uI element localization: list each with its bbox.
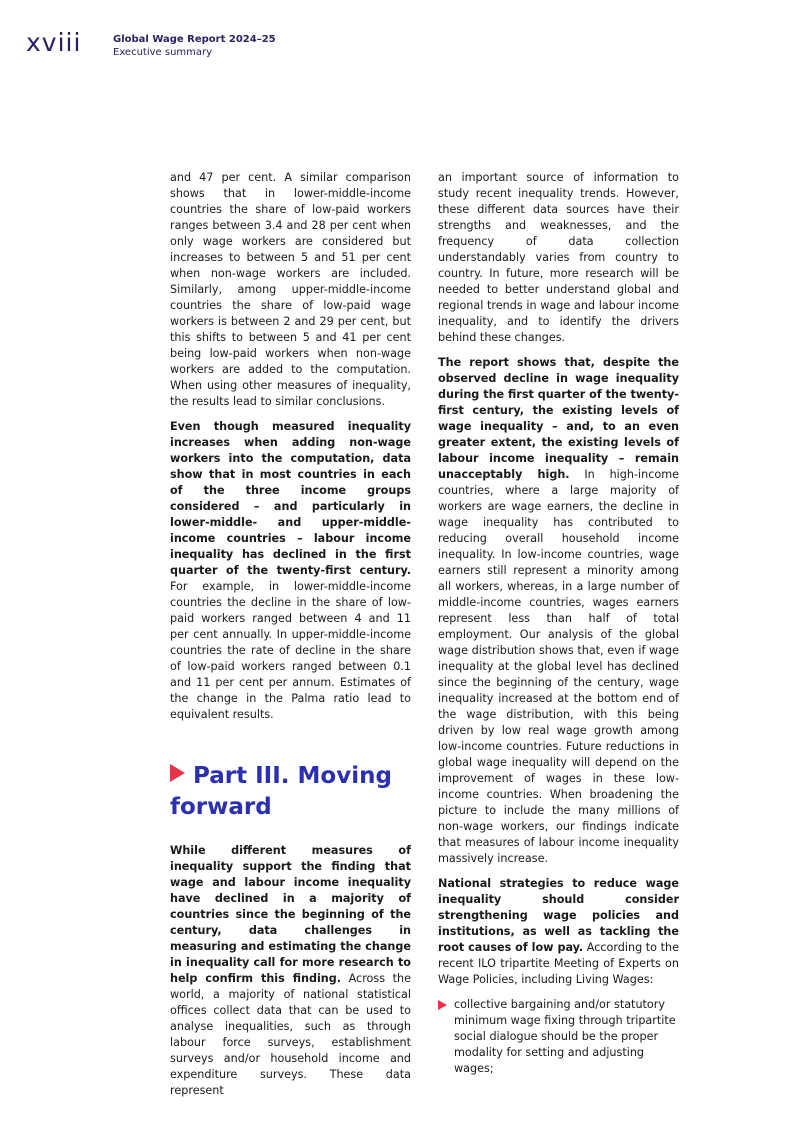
bold-lead: While different measures of inequality support the finding that wage and labour income inequality have declined in a majority of countries since the beginning of the century, data challenges in measuring and estimating the change in inequality call for more research to help confirm this finding. [170,844,411,985]
report-title: Global Wage Report 2024–25 [113,34,276,45]
section-name: Executive summary [113,47,213,58]
paragraph: an important source of information to study recent inequality trends. However, these different data sources have their strengths and weaknesses, and the frequency of data collection understandably varies from country to country. In future, more research will be needed to better understand global and regional trends in wage and labour income inequality, and to identify the drivers behind these changes. [438,171,679,344]
play-arrow-icon [170,764,185,782]
running-header [113,33,276,59]
paragraph: National strategies to reduce wage inequality should consider strengthening wage policies and institutions, as well as tackling the root causes of low pay. According to the recent ILO tripartite Meeting of Experts on Wage Policies, including Living Wages: [438,877,679,986]
bold-lead: The report shows that, despite the observed decline in wage inequality during the first quarter of the twenty-first century, the existing levels of wage inequality – and, to an even greater extent, the existing levels of labour income inequality – remain unacceptably high. [438,356,679,481]
bold-lead: Even though measured inequality increases when adding non-wage workers into the computation, data show that in most countries in each of the three income groups considered – and particularly in lower-middle- and upper-middle-income countries – labour income inequality has declined in the first quarter of the twenty-first century. [170,420,411,577]
bullet-list [438,997,679,1077]
paragraph: Even though measured inequality increases when adding non-wage workers into the computation, data show that in most countries in each of the three income groups considered – and particularly in lower-middle- and upper-middle-income countries – labour income inequality has declined in the first quarter of the twenty-first century. For example, in lower-middle-income countries the decline in the share of low-paid workers ranged between 4 and 11 per cent annually. In upper-middle-income countries the rate of decline in the share of low-paid workers ranged between 0.1 and 11 per cent per annum. Estimates of the change in the Palma ratio lead to equivalent results. [170,420,411,721]
bold-lead: National strategies to reduce wage inequality should consider strengthening wage policies and institutions, as well as tackling the root causes of low pay. [438,877,679,954]
page-number: xviii [26,28,82,57]
paragraph: and 47 per cent. A similar comparison shows that in lower-middle-income countries the share of low-paid workers ranges between 3.4 and 28 per cent when only wage workers are considered but increases to between 5 and 51 per cent when non-wage workers are included. Similarly, among upper-middle-income countries the share of low-paid wage workers is between 2 and 29 per cent, but this shifts to between 5 and 41 per cent being low-paid workers when non-wage workers are added to the computation. When using other measures of inequality, the results lead to similar conclusions. [170,171,411,408]
section-heading: Part III. Moving forward [170,763,392,820]
paragraph: The report shows that, despite the observed decline in wage inequality during the first quarter of the twenty-first century, the existing levels of wage inequality – and, to an even greater extent, the existing levels of labour income inequality – remain unacceptably high. In high-income countries, where a large majority of workers are wage earners, the decline in wage inequality has contributed to reducing overall household income inequality. In low-income countries, wage earners still represent a minority among all workers, whereas, in a large number of middle-income countries, wages earners represent less than half of total employment. Our analysis of the global wage distribution shows that, even if wage inequality at the global level has declined since the beginning of the century, wage inequality increased at the bottom end of the wage distribution, with this being driven by low real wage growth among low-income countries. Future reductions in global wage inequality will depend on the improvement of wages in these low-income countries. When broadening the picture to include the many millions of non-wage workers, our findings indicate that measures of labour income inequality massively increase. [438,356,679,865]
left-column [170,170,411,1108]
list-item: collective bargaining and/or statutory minimum wage fixing through tripartite social dialogue should be the proper modality for setting and adjusting wages; [438,997,679,1077]
bullet-arrow-icon [438,1000,447,1010]
right-column [438,170,679,1077]
paragraph: While different measures of inequality support the finding that wage and labour income inequality have declined in a majority of countries since the beginning of the century, data challenges in measuring and estimating the change in inequality call for more research to help confirm this finding. Across the world, a majority of national statistical offices collect data that can be used to analyse inequalities, such as through labour force surveys, establishment surveys and/or household income and expenditure surveys. These data represent [170,844,411,1097]
